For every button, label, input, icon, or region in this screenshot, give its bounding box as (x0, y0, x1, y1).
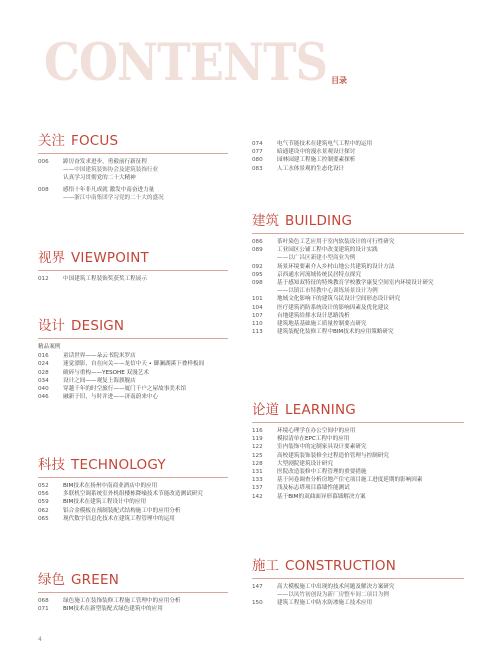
entry-title: 基于感知双特征的特殊教育学校教学康复空间室内环境设计研究 (277, 280, 434, 287)
toc-entry (252, 279, 464, 287)
entry-title: 穿越千年的时空旅行——厦门千户之屋故事美术馆 (63, 386, 187, 393)
toc-entry (38, 194, 228, 202)
entry-page-number: 122 (252, 444, 263, 451)
toc-entry (38, 385, 228, 393)
toc-entry (252, 591, 464, 599)
toc-entry (252, 271, 464, 279)
section-heading (38, 133, 228, 154)
entry-title: 基于问卷调查分析房地产住宅项目施工进度延期的影响因素 (277, 477, 423, 484)
toc-entry (252, 295, 464, 303)
section-continued (252, 136, 464, 173)
section-heading (38, 250, 228, 271)
entry-page-number: 150 (252, 600, 263, 607)
entry-page-number (38, 174, 63, 182)
entry-page-number (38, 194, 63, 202)
toc-entry (252, 312, 464, 320)
toc-entry (38, 597, 228, 605)
entry-title: 建筑工程施工中防水防渗施工技术应用 (277, 600, 373, 607)
entry-title: 室内装饰中的定制家具设计要素研究 (277, 444, 367, 451)
entry-title: 地域文化影响下的建筑乌民设计空间形态设计研究 (277, 296, 401, 303)
entry-title: 电气节能技术在建筑电气工程中的运用 (277, 141, 373, 147)
contents-title: CONTENTS (44, 31, 328, 93)
section-entries (38, 597, 228, 613)
entry-page-number: 065 (38, 515, 49, 522)
toc-entry (252, 254, 464, 262)
toc-entry (252, 435, 464, 443)
entry-page-number: 142 (252, 493, 263, 500)
section-heading (38, 457, 228, 478)
entry-title: BIM技术在扬州中南商业酒店中的应用 (63, 483, 158, 489)
entry-title: 基于BIM的双曲面异形幕墙解决方案 (277, 493, 366, 500)
toc-entry (252, 328, 464, 336)
category-label: 精品案例 (38, 344, 61, 350)
section-title-en: DESIGN (71, 318, 125, 334)
entry-page-number: 116 (252, 428, 263, 434)
toc-entry (38, 490, 228, 498)
toc-entry (252, 493, 464, 501)
entry-page-number: 006 (38, 159, 49, 165)
entry-page-number: 107 (252, 312, 263, 319)
entry-title: 医院改造装修中工程管理的重要措施 (277, 469, 367, 476)
entry-page-number: 095 (252, 271, 263, 278)
entry-page-number: 080 (252, 157, 263, 164)
toc-entry (252, 443, 464, 451)
section-title-en: BUILDING (285, 213, 353, 229)
entry-page-number: 098 (252, 280, 263, 287)
toc-entry (252, 484, 464, 492)
toc-entry (252, 238, 464, 246)
section-heading (38, 572, 228, 593)
entry-page-number: 137 (252, 485, 263, 492)
toc-entry (38, 393, 228, 401)
toc-entry (252, 583, 464, 591)
toc-entry (252, 140, 464, 148)
entry-title: BIM技术在建筑工程设计中的应用 (63, 499, 147, 506)
section-learning (252, 402, 464, 501)
entry-title: 京西通水河流域传统民居特点探究 (277, 271, 361, 278)
section-heading (38, 318, 228, 339)
section-green (38, 572, 228, 613)
section-title-cn: 设计 (38, 318, 65, 334)
entry-title: 台地建筑给排水设计思路浅析 (277, 312, 350, 319)
section-building (252, 213, 464, 336)
section-viewpoint (38, 250, 228, 283)
section-heading (252, 213, 464, 234)
toc-entry (252, 263, 464, 271)
entry-page-number (252, 254, 277, 262)
toc-entry (38, 186, 228, 194)
entry-title: 浅及标志塔项目幕墙性能测试 (277, 485, 350, 492)
entry-title: 模拟清单在EPC工程中的应用 (277, 436, 350, 443)
section-design (38, 318, 228, 401)
section-title-cn: 建筑 (252, 213, 279, 229)
section-title-cn: 视界 (38, 250, 65, 266)
masthead (44, 31, 348, 93)
entry-page-number (252, 591, 277, 599)
entry-page-number: 052 (38, 483, 49, 489)
section-title-en: LEARNING (285, 402, 356, 418)
entry-title: BIM技术在新型装配式绿色建筑中的应用 (63, 606, 163, 613)
toc-entry (252, 148, 464, 156)
toc-entry (38, 482, 228, 490)
section-heading (252, 402, 464, 423)
toc-entry (252, 287, 464, 295)
entry-page-number: 040 (38, 386, 49, 393)
entry-page-number: 119 (252, 436, 263, 443)
entry-title: 环境心理学在办公空间中的应用 (277, 428, 356, 434)
section-construction (252, 558, 464, 608)
toc-entry (38, 369, 228, 377)
section-entries (252, 427, 464, 501)
toc-entry (38, 360, 228, 368)
entry-title: 暗通建设中的漫水景观设计探讨 (277, 149, 356, 156)
entry-title: 绿色施工在装饰装修工程施工管理中的应用分析 (63, 598, 181, 604)
toc-entry (252, 246, 464, 254)
entry-page-number: 071 (38, 606, 49, 613)
entry-title: ——浙江中南集团学习党的二十大的盛况 (63, 194, 164, 201)
entry-page-number: 024 (38, 361, 49, 368)
entry-page-number: 077 (252, 149, 263, 156)
entry-title: 童话世界——朵云书院米罗店 (63, 353, 136, 360)
entry-page-number: 110 (252, 321, 263, 328)
entry-title: 认真学习贯彻党的二十大精神 (63, 175, 136, 182)
entry-title: 感悟十年非凡成就 激发中南奋进力量 (63, 186, 155, 193)
entry-title: 破碎与重构——YESOHE 双漫艺术 (63, 369, 149, 376)
entry-page-number (38, 166, 63, 174)
section-title-en: GREEN (71, 572, 119, 588)
entry-page-number: 133 (252, 477, 263, 484)
entry-page-number: 128 (252, 460, 263, 467)
toc-entry (252, 476, 464, 484)
section-title-cn: 科技 (38, 457, 65, 473)
entry-page-number: 028 (38, 369, 49, 376)
toc-entry (252, 599, 464, 607)
section-title-cn: 论道 (252, 402, 279, 418)
entry-page-number: 068 (38, 598, 49, 604)
section-entries (38, 482, 228, 523)
entry-title: ——中国建筑装饰协会及建筑装饰行业 (63, 167, 159, 174)
entry-title: 建筑地基基础施工质量控制要点研究 (277, 321, 367, 328)
toc-entry (38, 605, 228, 613)
toc-entry (252, 304, 464, 312)
continued-entries (252, 140, 464, 173)
toc-entry (252, 156, 464, 164)
toc-entry (252, 427, 464, 435)
toc-entry (252, 460, 464, 468)
entry-title: 多联机空调系统室外机组楼栋降噪技术节能改造测试研究 (63, 491, 203, 498)
section-entries (38, 158, 228, 202)
entry-page-number: 012 (38, 276, 49, 282)
entry-page-number: 113 (252, 329, 263, 336)
entry-title: 茶叶染色工艺应用于室内软装设计的可行性研究 (277, 239, 395, 245)
toc-entry (38, 515, 228, 523)
entry-title: 高校建筑装饰装修全过程造价管理与控制研究 (277, 452, 389, 459)
entry-title: 工业园区公铺工程中改变建筑的设计实践 (277, 247, 378, 254)
contents-subtitle: 目录 (331, 76, 348, 85)
entry-title: 设计之间——观复上海旗舰店 (63, 377, 136, 384)
section-entries (252, 583, 464, 608)
section-entries (252, 238, 464, 336)
entry-title: 踔厉奋发求进步，勇毅前行新征程 (63, 159, 147, 165)
toc-entry (38, 158, 228, 166)
entry-page-number: 104 (252, 304, 263, 311)
entry-title: 建筑装配化装修工程中BIM技术的应用策略研究 (277, 329, 394, 336)
entry-page-number: 101 (252, 296, 263, 303)
entry-title: 高大模板施工中出现的技术问题及解决方案研究 (277, 584, 395, 590)
entry-page-number: 008 (38, 186, 49, 193)
section-title-en: TECHNOLOGY (71, 457, 166, 473)
entry-page-number: 074 (252, 141, 263, 147)
entry-title: 场景环境要素介入乡村山地公共建筑的设计方法 (277, 263, 395, 270)
section-title-cn: 关注 (38, 133, 65, 149)
entry-page-number: 086 (252, 239, 263, 245)
entry-title: ——以广昌区新建小型商业为例 (277, 255, 356, 262)
entry-page-number: 131 (252, 469, 263, 476)
section-title-en: CONSTRUCTION (285, 558, 397, 574)
entry-page-number: 034 (38, 377, 49, 384)
entry-page-number: 016 (38, 353, 49, 360)
entry-title: 大型剧院建筑设计研究 (277, 460, 333, 467)
entry-title: 园林园建工程施工控制要素探析 (277, 157, 356, 164)
toc-entry (252, 320, 464, 328)
entry-page-number: 056 (38, 491, 49, 498)
entry-page-number: 059 (38, 499, 49, 506)
section-focus (38, 133, 228, 202)
section-technology (38, 457, 228, 523)
entry-title: 铝合金模板在预制装配式结构施工中的应用分析 (63, 507, 181, 514)
entry-title: 迷觉漂影，自在向关——龙信中天 • 御澜湖溪下叠样板间 (63, 361, 205, 368)
page-number: 4 (38, 636, 42, 643)
toc-entry (38, 166, 228, 174)
toc-entry (252, 452, 464, 460)
section-title-cn: 绿色 (38, 572, 65, 588)
entry-title: 中国建筑工程装饰奖获奖工程展示 (63, 276, 147, 282)
entry-page-number (252, 287, 277, 295)
entry-title: 融新于旧，与时并进——济南蔚来中心 (63, 394, 159, 401)
section-entries (38, 343, 228, 401)
toc-entry (38, 275, 228, 283)
section-entries (38, 275, 228, 283)
entry-title: ——以镇江市特教中心训练场景设计为例 (277, 288, 378, 295)
entry-page-number: 125 (252, 452, 263, 459)
section-title-cn: 施工 (252, 558, 279, 574)
section-title-en: FOCUS (71, 133, 119, 149)
toc-entry (252, 165, 464, 173)
entry-page-number: 147 (252, 584, 263, 590)
entry-title: 现代数字信息化技术在建筑工程管理中的运用 (63, 515, 175, 522)
entry-page-number: 089 (252, 247, 263, 254)
section-title-en: VIEWPOINT (71, 250, 149, 266)
toc-entry (38, 377, 228, 385)
section-heading (252, 558, 464, 579)
entry-page-number: 092 (252, 263, 263, 270)
entry-page-number: 083 (252, 165, 263, 172)
entry-title: 人工水体景观的生态化设计 (277, 165, 345, 172)
toc-entry (38, 498, 228, 506)
toc-entry (252, 468, 464, 476)
entry-title: ——以凤竹初创设为新厂房整车间二项目为例 (277, 592, 389, 599)
entry-page-number: 046 (38, 394, 49, 401)
toc-entry (38, 507, 228, 515)
entry-page-number: 062 (38, 507, 49, 514)
toc-entry (38, 352, 228, 360)
toc-entry (38, 174, 228, 182)
entry-title: 医疗建筑消防系统设计的影响因素及优化建议 (277, 304, 389, 311)
